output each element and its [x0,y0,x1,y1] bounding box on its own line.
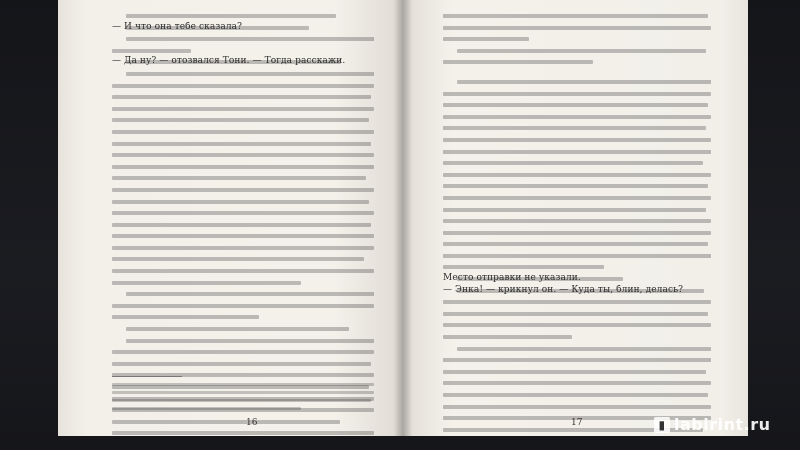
text-line [443,10,711,22]
right-page-text [443,10,711,436]
watermark-text: labirint.ru [674,415,771,434]
text-line [112,388,374,396]
text-line [112,416,374,428]
text-line [443,122,711,134]
text-line [443,204,711,216]
book-gutter-shadow [394,0,412,436]
left-page-text [112,10,374,436]
text-line [443,238,711,250]
text-line [112,207,374,219]
text-line [443,377,711,389]
text-line [112,242,374,254]
text-line [112,358,374,370]
text-line [112,149,374,161]
text-line [443,99,711,111]
text-line [112,335,374,347]
text-line [112,396,374,404]
text-line [112,91,374,103]
text-line [443,227,711,239]
text-line-content: — Энка! — крикнул он. — Куда ты, блин, делась? [443,284,684,295]
text-line-content: — И что она тебе сказала? [112,21,243,32]
left-page [58,0,403,436]
text-line [443,22,711,34]
text-line [112,80,374,92]
text-line [112,68,374,80]
text-line [443,366,711,378]
text-line [443,401,711,413]
text-line [112,380,374,388]
text-line [112,184,374,196]
text-line [443,192,711,204]
footnote-divider [112,376,182,377]
text-line [112,253,374,265]
text-line [112,288,374,300]
footnote [112,380,374,412]
text-line [443,45,711,57]
text-line [112,161,374,173]
text-line [443,180,711,192]
text-line [443,76,711,88]
text-line [112,45,374,57]
text-line [112,103,374,115]
text-line [112,300,374,312]
text-line [443,308,711,320]
text-line [443,111,711,123]
text-line [443,88,711,100]
text-line [443,261,711,273]
text-line [443,354,711,366]
text-line [112,10,374,22]
text-line [112,230,374,242]
text-line [443,134,711,146]
page-number-right: 17 [571,418,583,428]
text-line [443,146,711,158]
text-line [443,215,711,227]
text-line [443,169,711,181]
text-line [443,331,711,343]
text-line [112,138,374,150]
text-line [112,219,374,231]
text-line [112,56,374,68]
text-line-content: Место отправки не указали. [443,273,581,284]
text-line [112,265,374,277]
text-line [443,435,711,436]
text-line [443,296,711,308]
watermark [654,415,771,434]
background-edge-detail [755,105,769,145]
text-line [112,114,374,126]
text-line [443,285,711,297]
text-line [443,157,711,169]
text-line [112,196,374,208]
text-line [112,33,374,45]
text-line [112,311,374,323]
text-line [443,343,711,355]
text-line [443,56,711,68]
text-line [112,427,374,436]
text-line [112,323,374,335]
paragraph-gap [443,68,711,76]
text-line [112,277,374,289]
open-book [58,0,748,436]
text-line [112,22,374,34]
right-page [403,0,748,436]
book-icon: ▮ [654,417,670,433]
text-line [112,404,374,412]
text-line [443,319,711,331]
text-line [112,346,374,358]
text-line-content: — Да ну? — отозвался Тони. — Тогда расскажи. [112,56,346,67]
text-line [112,126,374,138]
text-line [443,33,711,45]
page-number-left: 16 [246,418,258,428]
text-line [443,389,711,401]
text-line [112,172,374,184]
text-line [443,273,711,285]
text-line [443,250,711,262]
